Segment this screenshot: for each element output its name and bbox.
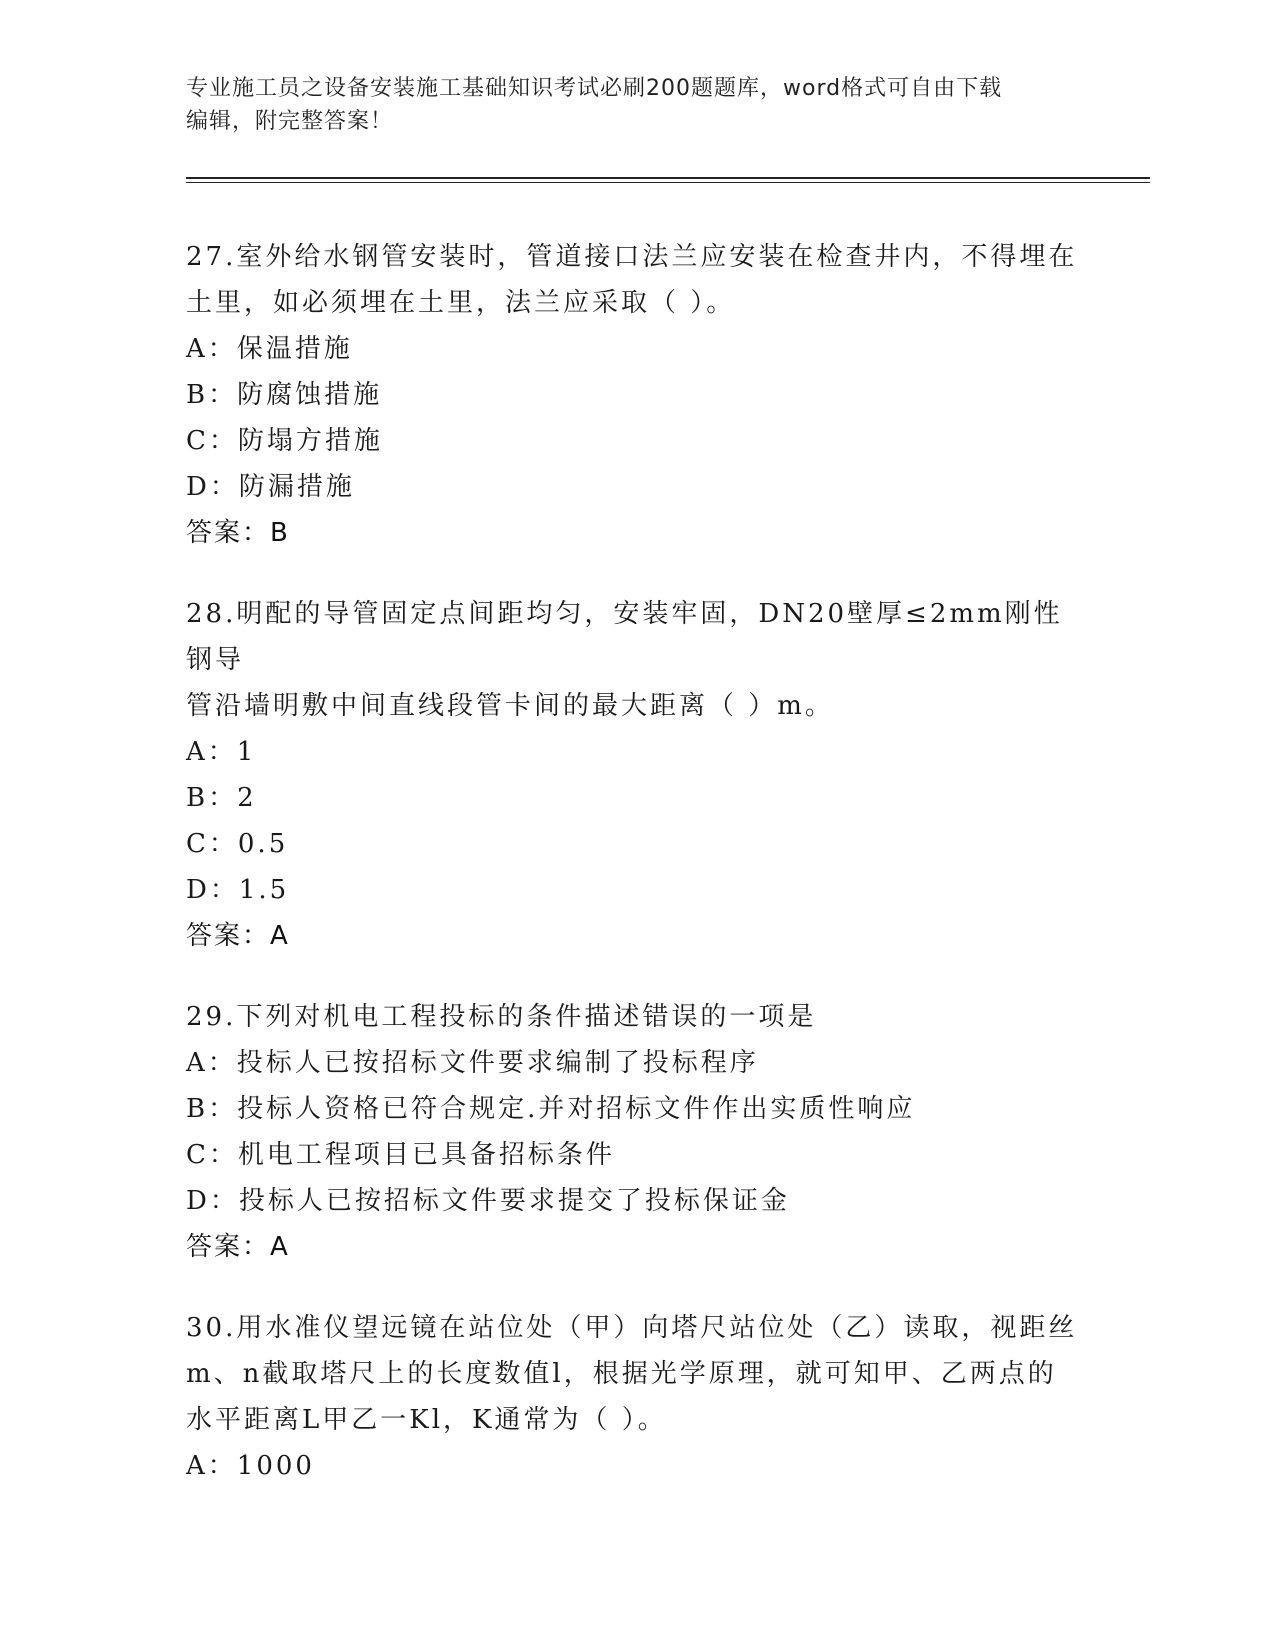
- question-text: 水平距离L甲乙一Kl，K通常为（ ）。: [186, 1405, 667, 1435]
- question-text: 28.明配的导管固定点间距均匀，安装牢固，DN20壁厚≤2mm刚性钢导: [186, 599, 1063, 675]
- question-text: 30.用水准仪望远镜在站位处（甲）向塔尺站位处（乙）读取，视距丝: [186, 1313, 1078, 1343]
- header-line-1: 专业施工员之设备安装施工基础知识考试必刷200题题库，word格式可自由下载: [186, 76, 1003, 101]
- option-b: B：投标人资格已符合规定.并对招标文件作出实质性响应: [186, 1094, 916, 1124]
- question-text: 管沿墙明敷中间直线段管卡间的最大距离（ ）m。: [186, 691, 834, 721]
- option-a: A：投标人已按招标文件要求编制了投标程序: [186, 1048, 759, 1078]
- option-c: C：机电工程项目已具备招标条件: [186, 1140, 615, 1170]
- question-29: [186, 994, 1086, 1270]
- header-rule-thin: [186, 182, 1150, 183]
- option-a: A：保温措施: [186, 334, 353, 364]
- header-line-2: 编辑，附完整答案！: [186, 109, 394, 134]
- answer: 答案：B: [186, 518, 290, 548]
- question-text: m、n截取塔尺上的长度数值l，根据光学原理，就可知甲、乙两点的: [186, 1359, 1057, 1389]
- option-c: C：0.5: [186, 829, 289, 859]
- option-d: D：投标人已按招标文件要求提交了投标保证金: [186, 1186, 790, 1216]
- option-b: B：2: [186, 783, 257, 813]
- question-27: [186, 234, 1086, 556]
- option-a: A：1000: [186, 1451, 315, 1481]
- option-a: A：1: [186, 737, 257, 767]
- question-list: [186, 234, 1086, 1524]
- question-28: [186, 591, 1086, 959]
- question-text: 29.下列对机电工程投标的条件描述错误的一项是: [186, 1002, 817, 1032]
- option-d: D：防漏措施: [186, 472, 355, 502]
- answer: 答案：A: [186, 921, 290, 951]
- question-30: [186, 1305, 1086, 1489]
- header-rule-thick: [186, 177, 1150, 179]
- option-d: D：1.5: [186, 875, 290, 905]
- answer: 答案：A: [186, 1232, 290, 1262]
- document-header: [186, 72, 1086, 138]
- option-b: B：防腐蚀措施: [186, 380, 383, 410]
- question-text: 27.室外给水钢管安装时，管道接口法兰应安装在检查井内，不得埋在: [186, 242, 1078, 272]
- option-c: C：防塌方措施: [186, 426, 383, 456]
- question-text: 土里，如必须埋在土里，法兰应采取（ ）。: [186, 288, 736, 318]
